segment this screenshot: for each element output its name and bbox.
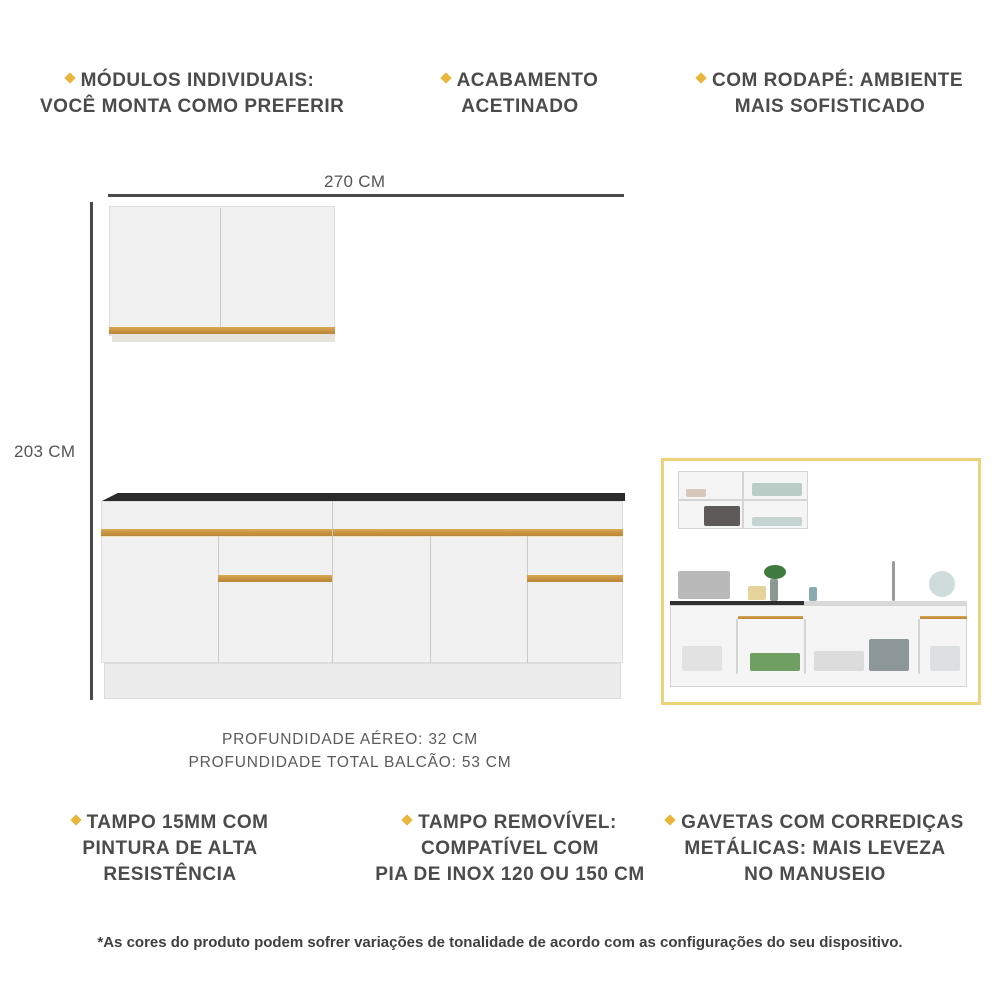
feature-gavetas bbox=[665, 810, 965, 888]
height-dimension-line bbox=[90, 202, 93, 700]
diamond-bullet-icon bbox=[695, 72, 706, 83]
feature-text: MÓDULOS INDIVIDUAIS: bbox=[80, 70, 315, 91]
color-disclaimer: *As cores do produto podem sofrer variações de tonalidade de acordo com as configurações do seu dispositivo. bbox=[97, 934, 903, 951]
feature-text: RESISTÊNCIA bbox=[103, 864, 237, 885]
height-label: 203 CM bbox=[14, 442, 76, 461]
feature-text: PINTURA DE ALTA bbox=[82, 838, 258, 859]
feature-text: PIA DE INOX 120 OU 150 CM bbox=[375, 864, 645, 885]
microwave bbox=[678, 571, 730, 599]
diamond-bullet-icon bbox=[665, 814, 676, 825]
feature-tampo bbox=[40, 810, 300, 888]
feature-text: METÁLICAS: MAIS LEVEZA bbox=[684, 838, 946, 859]
diamond-bullet-icon bbox=[440, 72, 451, 83]
countertop bbox=[102, 493, 625, 501]
feature-text: ACETINADO bbox=[461, 96, 579, 117]
faucet bbox=[892, 561, 895, 601]
diamond-bullet-icon bbox=[70, 814, 81, 825]
feature-acabamento bbox=[420, 68, 620, 120]
feature-text: MAIS SOFISTICADO bbox=[734, 96, 926, 117]
width-dimension-line bbox=[108, 194, 624, 197]
depth-aereo: PROFUNDIDADE AÉREO: 32 CM bbox=[222, 731, 478, 748]
feature-text: TAMPO 15MM COM bbox=[86, 812, 269, 833]
feature-text: VOCÊ MONTA COMO PREFERIR bbox=[40, 96, 345, 117]
kitchen-preview-image bbox=[661, 458, 981, 705]
depth-info bbox=[150, 728, 550, 774]
width-label: 270 CM bbox=[324, 172, 386, 191]
feature-text: GAVETAS COM CORREDIÇAS bbox=[681, 812, 964, 833]
feature-tampo-removivel bbox=[360, 810, 660, 888]
feature-text: NO MANUSEIO bbox=[744, 864, 886, 885]
plinth bbox=[104, 663, 621, 699]
diamond-bullet-icon bbox=[64, 72, 75, 83]
diamond-bullet-icon bbox=[401, 814, 412, 825]
feature-text: ACABAMENTO bbox=[456, 70, 599, 91]
feature-rodape bbox=[690, 68, 970, 120]
feature-text: COM RODAPÉ: AMBIENTE bbox=[711, 70, 964, 91]
feature-text: TAMPO REMOVÍVEL: bbox=[418, 812, 617, 833]
depth-balcao: PROFUNDIDADE TOTAL BALCÃO: 53 CM bbox=[188, 754, 512, 771]
feature-modulos bbox=[40, 68, 345, 120]
feature-text: COMPATÍVEL COM bbox=[421, 838, 599, 859]
